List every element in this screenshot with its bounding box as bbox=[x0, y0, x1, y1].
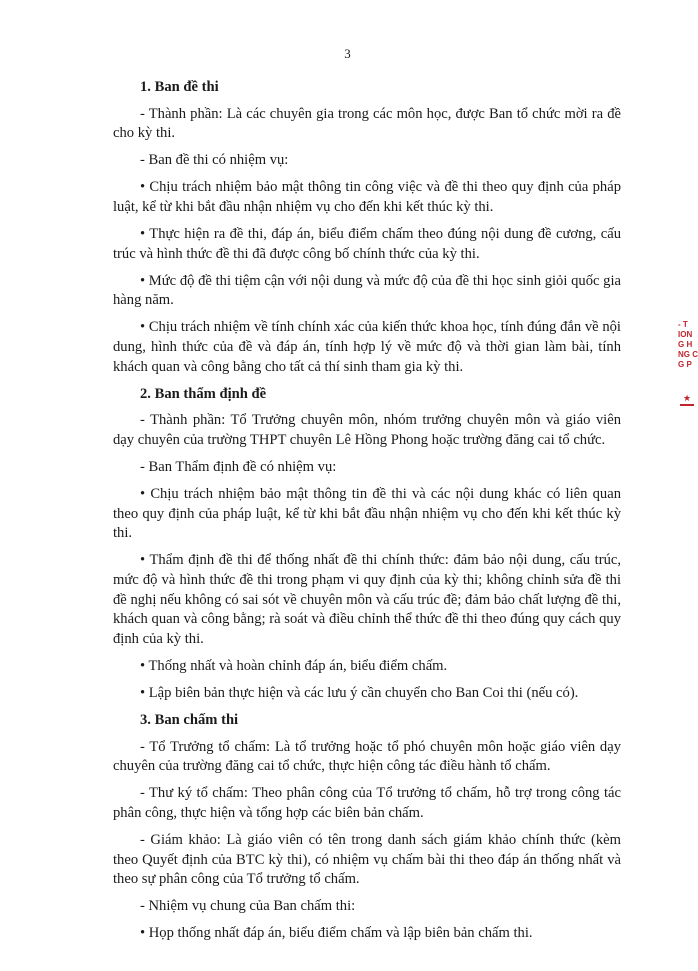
stamp-star-icon: ★ bbox=[683, 393, 692, 403]
paragraph: • Thực hiện ra đề thi, đáp án, biểu điểm chấm theo đúng nội dung đề cương, cấu trúc và hình thức đề thi đã được công bố chính thức của kỳ thi. bbox=[113, 226, 621, 262]
paragraph: - Giám khảo: Là giáo viên có tên trong danh sách giám khảo chính thức (kèm theo Quyết định của BTC kỳ thi), có nhiệm vụ chấm bài thi theo đáp án thống nhất và theo sự phân công của Tổ trưởng tổ chấm. bbox=[113, 832, 621, 888]
paragraph: - Ban đề thi có nhiệm vụ: bbox=[140, 152, 289, 169]
stamp-text-line: - T bbox=[678, 320, 688, 329]
document-body bbox=[113, 78, 621, 951]
paragraph: - Ban Thẩm định đề có nhiệm vụ: bbox=[140, 459, 337, 475]
stamp-text-line: G P bbox=[678, 360, 692, 369]
paragraph: • Chịu trách nhiệm bảo mật thông tin công việc và đề thi theo quy định của pháp luật, kể từ khi bắt đầu nhận nhiệm vụ cho đến khi kết thúc kỳ thi. bbox=[113, 179, 621, 215]
red-stamp-fragment bbox=[678, 320, 698, 370]
paragraph: • Thống nhất và hoàn chỉnh đáp án, biểu điểm chấm. bbox=[140, 657, 448, 674]
paragraph: - Thư ký tổ chấm: Theo phân công của Tổ trưởng tổ chấm, hỗ trợ trong công tác phân công, thực hiện và tổng hợp các biên bản chấm. bbox=[113, 785, 621, 821]
stamp-text-line: NG C bbox=[678, 350, 698, 359]
paragraph: • Thẩm định đề thi để thống nhất đề thi chính thức: đảm bảo nội dung, cấu trúc, mức độ và hình thức đề thi trong phạm vi quy định của kỳ thi; không chỉnh sửa đề thi đề nghị nếu không có sai sót về chuyên môn và cấu trúc đề; đảm bảo chất lượng đề thi, khách quan và công bằng; rà soát và điều chỉnh thể thức đề thi theo đúng quy cách quy định của kỳ thi. bbox=[113, 552, 621, 647]
paragraph: - Thành phần: Là các chuyên gia trong các môn học, được Ban tổ chức mời ra đề cho kỳ thi. bbox=[113, 105, 621, 142]
section-heading: 1. Ban đề thi bbox=[140, 79, 219, 95]
paragraph: - Tổ Trưởng tổ chấm: Là tổ trưởng hoặc tổ phó chuyên môn hoặc giáo viên dạy chuyên của trường đăng cai tổ chức, thực hiện công tác điều hành tổ chấm. bbox=[113, 738, 621, 775]
paragraph: - Thành phần: Tổ Trưởng chuyên môn, nhóm trưởng chuyên môn và giáo viên dạy chuyên của trường THPT chuyên Lê Hồng Phong hoặc trường đăng cai tổ chức. bbox=[113, 412, 621, 448]
stamp-bar bbox=[680, 404, 694, 406]
paragraph: • Chịu trách nhiệm về tính chính xác của kiến thức khoa học, tính đúng đắn về nội dung, hình thức của đề và đáp án, tính hợp lý về mức độ và thời gian làm bài, tính khách quan và công bằng cho tất cả thí sinh tham gia kỳ thi. bbox=[113, 319, 621, 375]
paragraph: • Mức độ đề thi tiệm cận với nội dung và mức độ của đề thi học sinh giỏi quốc gia hàng năm. bbox=[113, 272, 621, 309]
section-ban-de-thi bbox=[113, 78, 621, 377]
section-ban-tham-dinh-de bbox=[113, 385, 621, 704]
page-number: 3 bbox=[344, 46, 351, 61]
paragraph: • Họp thống nhất đáp án, biểu điểm chấm và lập biên bản chấm thi. bbox=[140, 925, 533, 942]
paragraph: • Chịu trách nhiệm bảo mật thông tin đề thi và các nội dung khác có liên quan theo quy định của pháp luật, kể từ khi bắt đầu nhận nhiệm vụ cho đến khi kết thúc kỳ thi. bbox=[113, 486, 621, 542]
stamp-text-line: ION bbox=[678, 330, 693, 339]
section-ban-cham-thi bbox=[113, 711, 621, 944]
paragraph: - Nhiệm vụ chung của Ban chấm thi: bbox=[140, 898, 356, 915]
section-heading: 2. Ban thẩm định đề bbox=[140, 385, 267, 402]
paragraph: • Lập biên bản thực hiện và các lưu ý cần chuyển cho Ban Coi thi (nếu có). bbox=[140, 684, 579, 701]
stamp-text-line: G H bbox=[678, 340, 693, 349]
section-heading: 3. Ban chấm thi bbox=[140, 712, 239, 729]
